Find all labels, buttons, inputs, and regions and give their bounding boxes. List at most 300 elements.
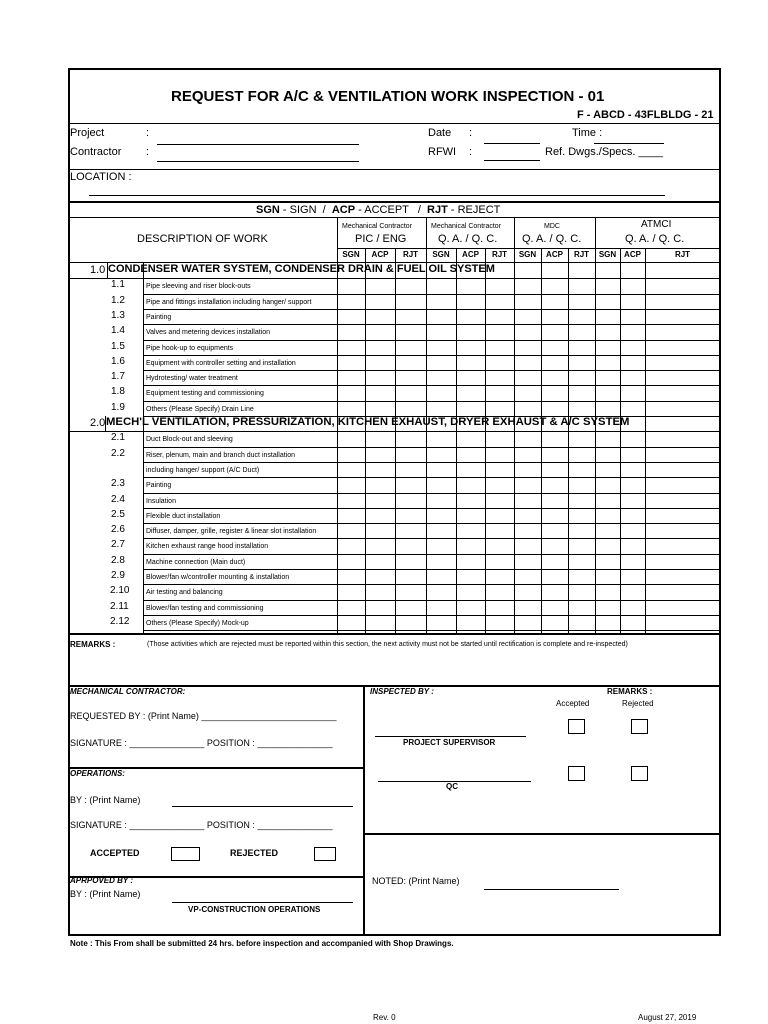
inspection-check-cell[interactable]: [486, 295, 513, 308]
inspection-check-cell[interactable]: [457, 325, 484, 338]
inspection-check-cell[interactable]: [596, 494, 619, 507]
inspection-check-cell[interactable]: [366, 371, 394, 384]
project-field[interactable]: [157, 144, 359, 145]
inspection-check-cell[interactable]: [542, 494, 567, 507]
inspection-check-cell[interactable]: [457, 570, 484, 583]
item-number: 2.10: [110, 585, 130, 596]
inspection-check-cell[interactable]: [457, 601, 484, 614]
inspection-check-cell[interactable]: [486, 356, 513, 369]
inspection-check-cell[interactable]: [515, 509, 540, 522]
inspection-check-cell[interactable]: [621, 539, 644, 552]
inspection-check-cell[interactable]: [646, 371, 719, 384]
inspection-check-cell[interactable]: [569, 539, 594, 552]
inspection-check-cell[interactable]: [569, 601, 594, 614]
inspection-check-cell[interactable]: [596, 539, 619, 552]
location-field[interactable]: [89, 195, 665, 196]
inspection-check-cell[interactable]: [596, 432, 619, 445]
inspection-check-cell[interactable]: [427, 570, 455, 583]
inspection-check-cell[interactable]: [366, 524, 394, 537]
inspection-check-cell[interactable]: [396, 601, 425, 614]
supervisor-accepted-checkbox[interactable]: [568, 719, 585, 734]
inspection-check-cell[interactable]: [569, 448, 594, 461]
inspection-check-cell[interactable]: [427, 402, 455, 415]
inspection-check-cell[interactable]: [569, 295, 594, 308]
inspection-check-cell[interactable]: [427, 386, 455, 399]
inspection-check-cell[interactable]: [621, 341, 644, 354]
inspection-check-cell[interactable]: [486, 555, 513, 568]
inspection-check-cell[interactable]: [569, 341, 594, 354]
column-group-subtitle: Q. A. / Q. C.: [522, 233, 582, 245]
inspection-check-cell[interactable]: [569, 279, 594, 292]
inspection-check-cell[interactable]: [621, 279, 644, 292]
inspection-check-cell[interactable]: [621, 402, 644, 415]
inspection-check-cell[interactable]: [396, 325, 425, 338]
inspection-check-cell[interactable]: [515, 341, 540, 354]
mech-signature-field[interactable]: SIGNATURE : _______________ POSITION : _______________: [70, 738, 333, 748]
inspection-check-cell[interactable]: [596, 310, 619, 323]
inspection-check-cell[interactable]: [486, 402, 513, 415]
inspection-check-cell[interactable]: [596, 325, 619, 338]
inspection-check-cell[interactable]: [542, 341, 567, 354]
requested-by-field[interactable]: REQUESTED BY : (Print Name) ___________________________: [70, 711, 337, 721]
inspection-check-cell[interactable]: [542, 463, 567, 476]
section-title: CONDENSER WATER SYSTEM, CONDENSER DRAIN & FUEL OIL SYSTEM: [108, 263, 495, 275]
inspection-check-cell[interactable]: [569, 555, 594, 568]
approved-role: VP-CONSTRUCTION OPERATIONS: [188, 905, 321, 914]
inspection-check-cell[interactable]: [569, 371, 594, 384]
inspection-check-cell[interactable]: [621, 295, 644, 308]
inspection-check-cell[interactable]: [515, 432, 540, 445]
inspection-check-cell[interactable]: [515, 585, 540, 598]
inspection-check-cell[interactable]: [646, 509, 719, 522]
inspection-check-cell[interactable]: [457, 341, 484, 354]
inspection-check-cell[interactable]: [542, 524, 567, 537]
inspection-check-cell[interactable]: [457, 295, 484, 308]
inspection-check-cell[interactable]: [486, 341, 513, 354]
inspection-check-cell[interactable]: [542, 386, 567, 399]
inspection-check-cell[interactable]: [486, 478, 513, 491]
inspection-check-cell[interactable]: [569, 494, 594, 507]
date-field[interactable]: [484, 143, 540, 144]
inspection-check-cell[interactable]: [338, 585, 364, 598]
inspection-check-cell[interactable]: [486, 539, 513, 552]
inspection-check-cell[interactable]: [366, 295, 394, 308]
divider: [69, 123, 720, 124]
inspection-check-cell[interactable]: [338, 616, 364, 629]
inspection-check-cell[interactable]: [621, 570, 644, 583]
inspection-check-cell[interactable]: [338, 570, 364, 583]
inspection-check-cell[interactable]: [515, 325, 540, 338]
inspection-check-cell[interactable]: [569, 524, 594, 537]
inspection-check-cell[interactable]: [338, 386, 364, 399]
inspection-check-cell[interactable]: [457, 310, 484, 323]
column-subheader: SGN: [342, 250, 360, 259]
inspection-check-cell[interactable]: [646, 386, 719, 399]
inspection-check-cell[interactable]: [486, 386, 513, 399]
inspection-check-cell[interactable]: [621, 310, 644, 323]
inspection-check-cell[interactable]: [646, 448, 719, 461]
inspection-check-cell[interactable]: [457, 494, 484, 507]
inspection-check-cell[interactable]: [515, 524, 540, 537]
inspection-check-cell[interactable]: [427, 478, 455, 491]
inspection-check-cell[interactable]: [457, 402, 484, 415]
inspection-check-cell[interactable]: [396, 448, 425, 461]
supervisor-signature-line[interactable]: [375, 736, 526, 737]
inspection-check-cell[interactable]: [621, 555, 644, 568]
inspection-check-cell[interactable]: [457, 386, 484, 399]
inspection-check-cell[interactable]: [396, 539, 425, 552]
inspection-check-cell[interactable]: [569, 356, 594, 369]
inspection-check-cell[interactable]: [427, 371, 455, 384]
operations-rejected-checkbox[interactable]: [314, 847, 336, 861]
inspection-check-cell[interactable]: [596, 356, 619, 369]
inspection-check-cell[interactable]: [396, 524, 425, 537]
qc-accepted-checkbox[interactable]: [568, 766, 585, 781]
inspection-check-cell[interactable]: [646, 539, 719, 552]
inspection-check-cell[interactable]: [542, 601, 567, 614]
inspection-check-cell[interactable]: [621, 371, 644, 384]
inspection-check-cell[interactable]: [338, 539, 364, 552]
inspection-check-cell[interactable]: [396, 509, 425, 522]
inspection-check-cell[interactable]: [542, 356, 567, 369]
inspection-check-cell[interactable]: [621, 356, 644, 369]
inspection-check-cell[interactable]: [427, 448, 455, 461]
inspection-check-cell[interactable]: [646, 463, 719, 476]
date-colon: :: [469, 127, 473, 139]
inspection-check-cell[interactable]: [427, 555, 455, 568]
inspection-check-cell[interactable]: [338, 448, 364, 461]
inspection-check-cell[interactable]: [621, 616, 644, 629]
inspection-check-cell[interactable]: [542, 539, 567, 552]
inspection-check-cell[interactable]: [515, 371, 540, 384]
inspection-check-cell[interactable]: [621, 386, 644, 399]
inspection-check-cell[interactable]: [569, 432, 594, 445]
inspection-check-cell[interactable]: [596, 386, 619, 399]
inspection-check-cell[interactable]: [427, 279, 455, 292]
inspection-check-cell[interactable]: [457, 478, 484, 491]
inspection-check-cell[interactable]: [542, 325, 567, 338]
inspection-check-cell[interactable]: [486, 494, 513, 507]
inspection-check-cell[interactable]: [596, 616, 619, 629]
work-item-description: Valves and metering devices installation: [146, 329, 270, 336]
inspection-check-cell[interactable]: [396, 279, 425, 292]
inspection-check-cell[interactable]: [569, 402, 594, 415]
inspection-check-cell[interactable]: [596, 371, 619, 384]
inspection-check-cell[interactable]: [646, 402, 719, 415]
inspection-check-cell[interactable]: [515, 601, 540, 614]
inspection-check-cell[interactable]: [646, 279, 719, 292]
inspection-check-cell[interactable]: [457, 463, 484, 476]
inspection-check-cell[interactable]: [515, 570, 540, 583]
operations-accepted-checkbox[interactable]: [171, 847, 200, 861]
inspection-check-cell[interactable]: [621, 448, 644, 461]
inspection-check-cell[interactable]: [396, 463, 425, 476]
inspection-check-cell[interactable]: [646, 585, 719, 598]
inspection-check-cell[interactable]: [427, 509, 455, 522]
inspection-check-cell[interactable]: [486, 371, 513, 384]
inspection-check-cell[interactable]: [486, 463, 513, 476]
inspection-check-cell[interactable]: [486, 310, 513, 323]
inspection-check-cell[interactable]: [338, 356, 364, 369]
inspection-check-cell[interactable]: [338, 509, 364, 522]
inspection-check-cell[interactable]: [621, 585, 644, 598]
inspection-check-cell[interactable]: [338, 295, 364, 308]
inspection-check-cell[interactable]: [427, 295, 455, 308]
inspection-check-cell[interactable]: [542, 448, 567, 461]
inspection-check-cell[interactable]: [366, 463, 394, 476]
inspection-check-cell[interactable]: [427, 310, 455, 323]
inspection-check-cell[interactable]: [515, 402, 540, 415]
operations-name-field[interactable]: [172, 806, 353, 807]
inspection-check-cell[interactable]: [621, 463, 644, 476]
inspection-check-cell[interactable]: [646, 494, 719, 507]
inspection-check-cell[interactable]: [569, 463, 594, 476]
inspection-check-cell[interactable]: [596, 279, 619, 292]
inspection-check-cell[interactable]: [338, 494, 364, 507]
inspection-check-cell[interactable]: [596, 478, 619, 491]
inspection-check-cell[interactable]: [366, 432, 394, 445]
inspection-check-cell[interactable]: [596, 448, 619, 461]
inspection-check-cell[interactable]: [646, 310, 719, 323]
table-bottom: [69, 633, 720, 635]
inspection-check-cell[interactable]: [621, 601, 644, 614]
inspection-check-cell[interactable]: [486, 585, 513, 598]
time-field[interactable]: [594, 143, 664, 144]
inspection-check-cell[interactable]: [427, 601, 455, 614]
inspection-check-cell[interactable]: [396, 432, 425, 445]
inspection-check-cell[interactable]: [569, 616, 594, 629]
inspection-check-cell[interactable]: [396, 386, 425, 399]
mech-contractor-heading: MECHANICAL CONTRACTOR:: [70, 687, 186, 696]
inspection-check-cell[interactable]: [542, 371, 567, 384]
inspection-check-cell[interactable]: [621, 509, 644, 522]
inspection-check-cell[interactable]: [596, 509, 619, 522]
inspection-check-cell[interactable]: [366, 310, 394, 323]
inspection-check-cell[interactable]: [457, 524, 484, 537]
inspection-check-cell[interactable]: [338, 371, 364, 384]
inspection-check-cell[interactable]: [338, 279, 364, 292]
operations-signature-field[interactable]: SIGNATURE : _______________ POSITION : _______________: [70, 820, 333, 830]
inspection-check-cell[interactable]: [569, 509, 594, 522]
inspection-check-cell[interactable]: [515, 310, 540, 323]
inspection-check-cell[interactable]: [596, 402, 619, 415]
inspection-check-cell[interactable]: [396, 570, 425, 583]
inspection-check-cell[interactable]: [646, 341, 719, 354]
inspection-check-cell[interactable]: [596, 341, 619, 354]
inspection-check-cell[interactable]: [569, 478, 594, 491]
inspection-check-cell[interactable]: [621, 478, 644, 491]
inspection-check-cell[interactable]: [515, 463, 540, 476]
legend-rjt-abbr: RJT: [427, 204, 448, 216]
inspection-check-cell[interactable]: [338, 555, 364, 568]
inspection-check-cell[interactable]: [396, 555, 425, 568]
inspection-check-cell[interactable]: [396, 616, 425, 629]
inspection-check-cell[interactable]: [366, 585, 394, 598]
inspection-check-cell[interactable]: [569, 386, 594, 399]
inspection-check-cell[interactable]: [515, 279, 540, 292]
inspection-check-cell[interactable]: [396, 478, 425, 491]
inspection-check-cell[interactable]: [486, 279, 513, 292]
inspection-check-cell[interactable]: [646, 524, 719, 537]
inspection-check-cell[interactable]: [542, 478, 567, 491]
inspection-check-cell[interactable]: [486, 601, 513, 614]
noted-name-field[interactable]: [484, 889, 619, 890]
inspection-check-cell[interactable]: [486, 616, 513, 629]
inspection-check-cell[interactable]: [396, 295, 425, 308]
inspection-check-cell[interactable]: [457, 432, 484, 445]
inspection-check-cell[interactable]: [621, 432, 644, 445]
inspection-check-cell[interactable]: [596, 585, 619, 598]
inspection-check-cell[interactable]: [457, 448, 484, 461]
inspection-check-cell[interactable]: [646, 356, 719, 369]
inspection-check-cell[interactable]: [515, 478, 540, 491]
inspection-check-cell[interactable]: [621, 524, 644, 537]
inspection-check-cell[interactable]: [486, 432, 513, 445]
inspection-check-cell[interactable]: [427, 432, 455, 445]
inspection-check-cell[interactable]: [596, 570, 619, 583]
inspection-check-cell[interactable]: [486, 524, 513, 537]
inspection-check-cell[interactable]: [569, 325, 594, 338]
inspection-check-cell[interactable]: [338, 478, 364, 491]
inspection-check-cell[interactable]: [427, 356, 455, 369]
inspection-check-cell[interactable]: [542, 402, 567, 415]
inspection-check-cell[interactable]: [366, 279, 394, 292]
inspection-check-cell[interactable]: [486, 509, 513, 522]
inspection-check-cell[interactable]: [366, 402, 394, 415]
inspection-check-cell[interactable]: [457, 539, 484, 552]
inspection-check-cell[interactable]: [366, 325, 394, 338]
inspection-check-cell[interactable]: [457, 616, 484, 629]
inspection-check-cell[interactable]: [427, 463, 455, 476]
inspection-check-cell[interactable]: [515, 386, 540, 399]
inspection-check-cell[interactable]: [542, 585, 567, 598]
inspection-check-cell[interactable]: [338, 341, 364, 354]
inspection-check-cell[interactable]: [366, 386, 394, 399]
inspection-check-cell[interactable]: [646, 601, 719, 614]
inspection-check-cell[interactable]: [396, 402, 425, 415]
inspection-check-cell[interactable]: [338, 463, 364, 476]
inspection-check-cell[interactable]: [621, 325, 644, 338]
inspection-check-cell[interactable]: [515, 616, 540, 629]
inspection-check-cell[interactable]: [427, 341, 455, 354]
inspection-check-cell[interactable]: [427, 325, 455, 338]
inspection-check-cell[interactable]: [515, 539, 540, 552]
inspection-check-cell[interactable]: [457, 279, 484, 292]
inspection-check-cell[interactable]: [396, 310, 425, 323]
inspection-check-cell[interactable]: [646, 570, 719, 583]
inspection-check-cell[interactable]: [542, 310, 567, 323]
inspection-check-cell[interactable]: [646, 325, 719, 338]
qc-rejected-checkbox[interactable]: [631, 766, 648, 781]
approved-name-field[interactable]: [172, 902, 353, 903]
inspection-check-cell[interactable]: [366, 509, 394, 522]
inspection-check-cell[interactable]: [542, 555, 567, 568]
legend-acp-abbr: ACP: [331, 204, 356, 216]
operations-heading: OPERATIONS:: [70, 769, 125, 778]
inspection-check-cell[interactable]: [542, 432, 567, 445]
supervisor-rejected-checkbox[interactable]: [631, 719, 648, 734]
inspection-check-cell[interactable]: [366, 539, 394, 552]
inspection-check-cell[interactable]: [646, 432, 719, 445]
inspection-check-cell[interactable]: [396, 494, 425, 507]
inspection-check-cell[interactable]: [646, 616, 719, 629]
inspection-check-cell[interactable]: [646, 478, 719, 491]
inspection-check-cell[interactable]: [569, 310, 594, 323]
inspection-check-cell[interactable]: [457, 585, 484, 598]
inspection-check-cell[interactable]: [457, 555, 484, 568]
inspection-check-cell[interactable]: [427, 585, 455, 598]
inspection-check-cell[interactable]: [646, 555, 719, 568]
contractor-field[interactable]: [157, 161, 359, 162]
inspection-check-cell[interactable]: [646, 295, 719, 308]
inspection-check-cell[interactable]: [542, 279, 567, 292]
inspection-check-cell[interactable]: [396, 356, 425, 369]
inspection-check-cell[interactable]: [457, 371, 484, 384]
inspection-check-cell[interactable]: [338, 524, 364, 537]
inspection-check-cell[interactable]: [366, 494, 394, 507]
work-item-description: Kitchen exhaust range hood installation: [146, 543, 269, 550]
inspection-check-cell[interactable]: [542, 295, 567, 308]
inspection-check-cell[interactable]: [427, 616, 455, 629]
inspection-check-cell[interactable]: [366, 478, 394, 491]
inspection-check-cell[interactable]: [486, 325, 513, 338]
approved-heading: APRPOVED BY :: [70, 876, 133, 885]
inspection-check-cell[interactable]: [486, 570, 513, 583]
inspection-check-cell[interactable]: [515, 555, 540, 568]
inspection-check-cell[interactable]: [542, 616, 567, 629]
inspection-check-cell[interactable]: [338, 432, 364, 445]
inspection-check-cell[interactable]: [427, 524, 455, 537]
inspection-check-cell[interactable]: [366, 570, 394, 583]
rfwi-field[interactable]: [484, 160, 540, 161]
inspection-check-cell[interactable]: [338, 601, 364, 614]
inspection-check-cell[interactable]: [396, 371, 425, 384]
work-item-description: Riser, plenum, main and branch duct installation: [146, 452, 296, 459]
inspection-check-cell[interactable]: [338, 402, 364, 415]
inspection-check-cell[interactable]: [366, 448, 394, 461]
inspection-check-cell[interactable]: [621, 494, 644, 507]
inspection-check-cell[interactable]: [515, 295, 540, 308]
inspection-check-cell[interactable]: [338, 310, 364, 323]
inspection-check-cell[interactable]: [569, 570, 594, 583]
inspection-check-cell[interactable]: [596, 555, 619, 568]
inspection-check-cell[interactable]: [366, 341, 394, 354]
inspection-check-cell[interactable]: [542, 570, 567, 583]
inspection-check-cell[interactable]: [396, 341, 425, 354]
column-subheader: SGN: [432, 250, 450, 259]
inspection-check-cell[interactable]: [596, 524, 619, 537]
inspection-check-cell[interactable]: [542, 509, 567, 522]
inspection-check-cell[interactable]: [427, 539, 455, 552]
inspection-check-cell[interactable]: [486, 448, 513, 461]
inspection-check-cell[interactable]: [515, 448, 540, 461]
inspection-check-cell[interactable]: [596, 463, 619, 476]
inspection-check-cell[interactable]: [596, 601, 619, 614]
inspection-check-cell[interactable]: [427, 494, 455, 507]
inspection-check-cell[interactable]: [457, 509, 484, 522]
inspection-check-cell[interactable]: [366, 601, 394, 614]
inspection-check-cell[interactable]: [366, 616, 394, 629]
inspection-check-cell[interactable]: [366, 356, 394, 369]
inspection-check-cell[interactable]: [596, 295, 619, 308]
inspection-check-cell[interactable]: [396, 585, 425, 598]
inspection-check-cell[interactable]: [515, 356, 540, 369]
inspection-check-cell[interactable]: [338, 325, 364, 338]
inspection-check-cell[interactable]: [366, 555, 394, 568]
inspection-check-cell[interactable]: [515, 494, 540, 507]
inspection-check-cell[interactable]: [569, 585, 594, 598]
inspection-check-cell[interactable]: [457, 356, 484, 369]
